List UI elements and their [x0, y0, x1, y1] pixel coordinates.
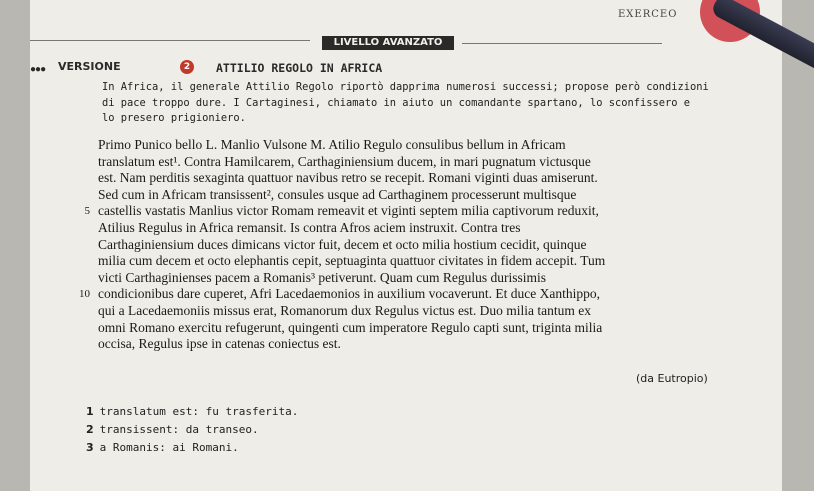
difficulty-dots: ●●● — [30, 64, 46, 75]
version-label: VERSIONE — [58, 60, 121, 73]
line-text: est. Nam perditis sexaginta quattuor navibus retro se recepit. Romani viginti duas amiserunt. — [98, 170, 598, 186]
line-text: qui a Lacedaemoniis missus erat, Romanorum dux Regulus victus est. Duo milia tantum ex — [98, 302, 592, 318]
text-line — [98, 154, 738, 171]
line-text: Primo Punico bello L. Manlio Vulsone M. Atilio Regulo consulibus bellum in Africam — [98, 137, 566, 152]
line-text: Atilius Regulus in Africa remansit. Is contra Afros aciem instruxit. Contra tres — [98, 219, 521, 235]
text-line — [79, 286, 738, 303]
footnote-number: 1 — [86, 405, 94, 418]
footnote-text: transissent: da transeo. — [99, 423, 259, 436]
line-text: castellis vastatis Manlius victor Romam remeavit et viginti septem milia captivorum reduxit, — [98, 203, 599, 219]
text-line — [98, 187, 738, 204]
text-line — [84, 203, 738, 220]
line-text: milia cum decem et octo elephantis cepit, septuaginta quattuor civitates in fidem accepit. Tum — [98, 253, 606, 269]
footnote — [86, 421, 298, 439]
footnotes — [86, 403, 298, 457]
line-number: 10 — [79, 288, 90, 301]
line-text: victi Carthaginienses pacem a Romanis³ petiverunt. Quam cum Regulus durissimis — [98, 269, 546, 285]
line-text: occisa, Regulus ipse in catenas coniectus est. — [98, 336, 341, 352]
text-line — [98, 253, 738, 270]
text-line — [98, 170, 738, 187]
footnote — [86, 403, 298, 421]
text-line — [98, 220, 738, 237]
latin-text — [79, 137, 738, 353]
footnote-number: 3 — [86, 441, 94, 454]
text-line — [98, 303, 738, 320]
exercise-title: ATTILIO REGOLO IN AFRICA — [216, 61, 383, 75]
version-number-badge: 2 — [180, 60, 194, 74]
text-line — [98, 320, 738, 337]
line-number: 5 — [84, 205, 90, 218]
source-citation: (da Eutropio) — [636, 372, 708, 385]
line-text: translatum est¹. Contra Hamilcarem, Carthaginiensium ducem, in mari pugnatum victusque — [98, 153, 591, 169]
line-text: Sed cum in Africam transissent², consules usque ad Carthaginem processerunt multisque — [98, 186, 577, 202]
text-line — [98, 336, 738, 353]
footnote-number: 2 — [86, 423, 94, 436]
divider-left — [30, 40, 310, 41]
text-line — [98, 137, 738, 154]
intro-line: In Africa, il generale Attilio Regolo riportò dapprima numerosi successi; propose però condizioni — [102, 81, 709, 93]
line-text: condicionibus dare cuperet, Afri Lacedaemonios in auxilium vocaverunt. Et duce Xanthippo, — [98, 286, 600, 302]
footnote-text: translatum est: fu trasferita. — [99, 405, 299, 418]
intro-paragraph — [102, 80, 720, 127]
divider-right — [462, 43, 662, 44]
intro-line: di pace troppo dure. I Cartaginesi, chiamato in aiuto un comandante spartano, lo sconfissero e — [102, 96, 691, 109]
footnote — [86, 439, 298, 457]
line-text: omni Romano exercitu refugerunt, quingenti cum imperatore Regulo capti sunt, triginta milia — [98, 319, 603, 335]
exercise-tag: EXERCEO — [618, 9, 678, 20]
intro-line: lo presero prigioniero. — [102, 112, 246, 124]
footnote-text: a Romanis: ai Romani. — [99, 441, 239, 454]
text-line — [98, 237, 738, 254]
line-text: Carthaginiensium duces dimicans victor fuit, decem et octo milia hostium cecidit, quinque — [98, 236, 587, 252]
text-line — [98, 270, 738, 287]
level-banner: LIVELLO AVANZATO — [322, 36, 454, 50]
